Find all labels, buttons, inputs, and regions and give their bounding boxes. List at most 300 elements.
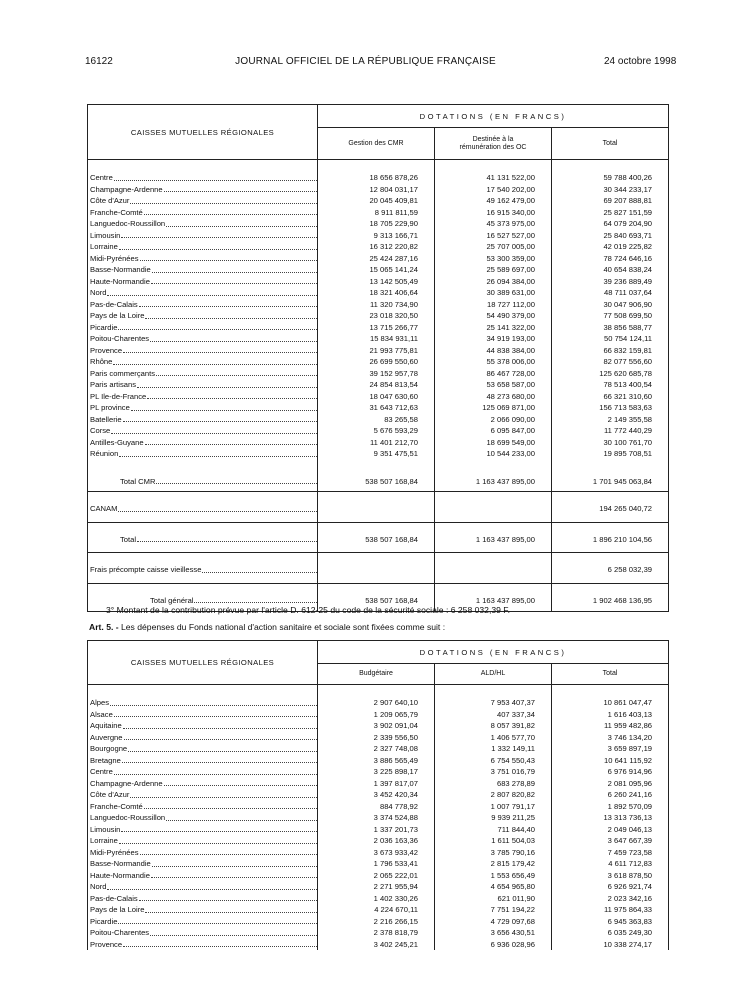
leader-dots: [145, 443, 317, 445]
row-label: Lorraine: [90, 836, 118, 845]
value-col-3: 48 711 037,64: [552, 287, 669, 299]
value-col-3: 19 895 708,51: [552, 448, 669, 460]
row-label: Provence: [90, 939, 123, 949]
leader-dots: [147, 397, 317, 399]
value-col-1: 12 804 031,17: [318, 184, 435, 196]
caisse-name: [88, 322, 318, 334]
value-col-2: 711 844,40: [435, 824, 552, 836]
caisse-name: [88, 847, 318, 859]
canam-row: [88, 496, 669, 522]
value-col-2: 18 727 112,00: [435, 299, 552, 311]
column-header-budgetaire: Budgétaire: [318, 664, 435, 685]
table-row: [88, 778, 669, 790]
caisse-name: [88, 287, 318, 299]
table-row: [88, 368, 669, 380]
value-col-1: 11 401 212,70: [318, 437, 435, 449]
caisse-name: [88, 333, 318, 345]
value-col-3: 2 149 355,58: [552, 414, 669, 426]
table-row: [88, 858, 669, 870]
caisse-name: [88, 778, 318, 790]
value-col-2: 49 162 479,00: [435, 195, 552, 207]
value-col-2: 6 936 028,96: [435, 939, 552, 951]
value-col-1: 39 152 957,78: [318, 368, 435, 380]
row-label: Corse: [90, 426, 111, 435]
row-label: Midi-Pyrénées: [90, 253, 139, 263]
caisse-name: [88, 299, 318, 311]
value-col-3: 42 019 225,82: [552, 241, 669, 253]
value-col-1: 884 778,92: [318, 801, 435, 813]
leader-dots: [137, 540, 317, 542]
table-row: [88, 801, 669, 813]
value-col-3: 6 260 241,16: [552, 789, 669, 801]
value-col-3: 25 840 693,71: [552, 230, 669, 242]
row-label: Champagne-Ardenne: [90, 778, 163, 788]
caisse-name: [88, 230, 318, 242]
row-label: Lorraine: [90, 242, 118, 251]
value-col-3: 125 620 685,78: [552, 368, 669, 380]
table-row: [88, 939, 669, 951]
caisse-name: [88, 789, 318, 801]
value-col-3: 59 788 400,26: [552, 172, 669, 184]
leader-dots: [118, 510, 317, 512]
caisse-name: [88, 310, 318, 322]
value-col-3: 156 713 583,63: [552, 402, 669, 414]
table-row: [88, 241, 669, 253]
value-col-3: 10 338 274,17: [552, 939, 669, 951]
value-col-3: 25 827 151,59: [552, 207, 669, 219]
table-row: [88, 414, 669, 426]
value-col-2: 1 332 149,11: [435, 743, 552, 755]
value-col-2: 1 163 437 895,00: [435, 590, 552, 612]
value-col-1: 538 507 168,84: [318, 527, 435, 553]
leader-dots: [114, 179, 317, 181]
row-label: Pas-de-Calais: [90, 893, 138, 903]
value-col-2: 25 141 322,00: [435, 322, 552, 334]
row-label: PL province: [90, 403, 130, 412]
value-col-2: [435, 496, 552, 522]
caisse-name: [88, 356, 318, 368]
value-col-2: 1 611 504,03: [435, 835, 552, 847]
value-col-3: 4 611 712,83: [552, 858, 669, 870]
table-row: [88, 287, 669, 299]
value-col-1: 1 209 065,79: [318, 709, 435, 721]
value-col-2: 9 939 211,25: [435, 812, 552, 824]
value-col-1: 9 351 475,51: [318, 448, 435, 460]
value-col-3: 1 892 570,09: [552, 801, 669, 813]
value-col-2: 86 467 728,00: [435, 368, 552, 380]
value-col-3: 13 313 736,13: [552, 812, 669, 824]
caisse-name: [88, 402, 318, 414]
caisse-name: [88, 368, 318, 380]
value-col-1: [318, 557, 435, 583]
value-col-2: 2 807 820,82: [435, 789, 552, 801]
leader-dots: [107, 294, 317, 296]
row-label: Limousin: [90, 824, 121, 834]
value-col-2: 8 057 391,82: [435, 720, 552, 732]
row-label: Centre: [90, 173, 113, 182]
value-col-2: 6 095 847,00: [435, 425, 552, 437]
spacer-row: [88, 460, 669, 472]
table-row: [88, 322, 669, 334]
leader-dots: [123, 420, 317, 422]
value-col-2: 25 589 697,00: [435, 264, 552, 276]
value-col-3: 10 861 047,47: [552, 697, 669, 709]
column-header-ald-hl: ALD/HL: [435, 664, 552, 685]
value-col-1: 11 320 734,90: [318, 299, 435, 311]
caisse-name: [88, 893, 318, 905]
value-col-3: 66 321 310,60: [552, 391, 669, 403]
value-col-1: 18 656 878,26: [318, 172, 435, 184]
value-col-3: 2 081 095,96: [552, 778, 669, 790]
row-label: Poitou-Charentes: [90, 928, 150, 937]
value-col-1: 4 224 670,11: [318, 904, 435, 916]
value-col-2: 18 699 549,00: [435, 437, 552, 449]
spacer-row: [88, 160, 669, 173]
value-col-3: 1 701 945 063,84: [552, 472, 669, 492]
value-col-3: 30 344 233,17: [552, 184, 669, 196]
table-row: [88, 207, 669, 219]
value-col-1: 16 312 220,82: [318, 241, 435, 253]
value-col-2: 54 490 379,00: [435, 310, 552, 322]
value-col-2: 3 785 790,16: [435, 847, 552, 859]
spacer-cell: [552, 685, 669, 698]
row-label: Midi-Pyrénées: [90, 847, 139, 857]
table-row: [88, 697, 669, 709]
total-row: [88, 527, 669, 553]
row-label: Provence: [90, 345, 123, 355]
row-label: Total: [120, 534, 137, 544]
value-col-3: 82 077 556,60: [552, 356, 669, 368]
row-label: Aquitaine: [90, 721, 122, 730]
row-label: Pays de la Loire: [90, 905, 145, 914]
value-col-1: 3 673 933,42: [318, 847, 435, 859]
value-col-3: 3 647 667,39: [552, 835, 669, 847]
row-label: Côte d'Azur: [90, 790, 130, 799]
leader-dots: [144, 807, 317, 809]
value-col-2: 125 069 871,00: [435, 402, 552, 414]
caisse-name: [88, 253, 318, 265]
row-label: Paris commerçants: [90, 368, 155, 378]
value-col-1: [318, 496, 435, 522]
row-label: Antilles-Guyane: [90, 437, 144, 447]
leader-dots: [166, 819, 317, 821]
value-col-3: 3 618 878,50: [552, 870, 669, 882]
leader-dots: [123, 727, 317, 729]
table-row: [88, 230, 669, 242]
value-col-1: 2 378 818,79: [318, 927, 435, 939]
table-row: [88, 356, 669, 368]
caisse-name: [88, 732, 318, 744]
value-col-1: 23 018 320,50: [318, 310, 435, 322]
row-label: Frais précompte caisse vieillesse: [90, 565, 202, 574]
caisse-name: [88, 437, 318, 449]
value-col-3: 11 975 864,33: [552, 904, 669, 916]
leader-dots: [130, 202, 317, 204]
value-col-2: 621 011,90: [435, 893, 552, 905]
caisse-name: [88, 425, 318, 437]
caisse-name: [88, 527, 318, 553]
value-col-1: 18 705 229,90: [318, 218, 435, 230]
caisse-name: [88, 904, 318, 916]
journal-title: JOURNAL OFFICIEL DE LA RÉPUBLIQUE FRANÇAISE: [235, 56, 496, 67]
value-col-2: 53 658 587,00: [435, 379, 552, 391]
value-col-1: 25 424 287,16: [318, 253, 435, 265]
row-label: Languedoc-Roussillon: [90, 813, 166, 822]
leader-dots: [121, 236, 317, 238]
leader-dots: [151, 282, 317, 284]
caisse-name: [88, 195, 318, 207]
value-col-1: 3 402 245,21: [318, 939, 435, 951]
label-column-header: CAISSES MUTUELLES RÉGIONALES: [88, 641, 318, 685]
table-row: [88, 812, 669, 824]
row-label: Pays de la Loire: [90, 311, 145, 320]
leader-dots: [202, 571, 317, 573]
spacer-row: [88, 685, 669, 698]
value-col-2: 1 553 656,49: [435, 870, 552, 882]
leader-dots: [113, 363, 317, 365]
value-col-2: 1 163 437 895,00: [435, 472, 552, 492]
value-col-3: 30 100 761,70: [552, 437, 669, 449]
row-label: Bourgogne: [90, 744, 128, 753]
value-col-2: 7 751 194,22: [435, 904, 552, 916]
spacer-cell: [552, 460, 669, 472]
leader-dots: [150, 934, 317, 936]
caisse-name: [88, 496, 318, 522]
value-col-1: 83 265,58: [318, 414, 435, 426]
value-col-1: 2 907 640,10: [318, 697, 435, 709]
value-col-3: 10 641 115,92: [552, 755, 669, 767]
value-col-1: 1 337 201,73: [318, 824, 435, 836]
value-col-1: 2 327 748,08: [318, 743, 435, 755]
value-col-1: 3 225 898,17: [318, 766, 435, 778]
table-row: [88, 881, 669, 893]
leader-dots: [128, 750, 317, 752]
value-col-1: 1 402 330,26: [318, 893, 435, 905]
row-label: Franche-Comté: [90, 801, 143, 811]
caisse-name: [88, 812, 318, 824]
leader-dots: [118, 922, 317, 924]
leader-dots: [122, 761, 317, 763]
table-row: [88, 218, 669, 230]
value-col-1: 26 699 550,60: [318, 356, 435, 368]
row-label: Nord: [90, 288, 107, 297]
leader-dots: [140, 259, 317, 261]
row-label: Côte d'Azur: [90, 196, 130, 205]
table-body: [88, 160, 669, 612]
row-label: Batellerie: [90, 414, 122, 424]
value-col-1: 13 142 505,49: [318, 276, 435, 288]
total-cmr-row: [88, 472, 669, 492]
caisse-name: [88, 414, 318, 426]
leader-dots: [145, 911, 317, 913]
caisse-name: [88, 824, 318, 836]
caisse-name: [88, 264, 318, 276]
value-col-2: 1 406 577,70: [435, 732, 552, 744]
leader-dots: [140, 853, 317, 855]
value-col-3: 40 654 838,24: [552, 264, 669, 276]
leader-dots: [144, 213, 317, 215]
spacer-cell: [88, 685, 318, 698]
value-col-1: 2 339 556,50: [318, 732, 435, 744]
value-col-3: 3 659 897,19: [552, 743, 669, 755]
value-col-1: 21 993 775,81: [318, 345, 435, 357]
value-col-1: 1 397 817,07: [318, 778, 435, 790]
row-label: Basse-Normandie: [90, 859, 151, 868]
leader-dots: [145, 317, 317, 319]
leader-dots: [119, 248, 317, 250]
value-col-1: 3 374 524,88: [318, 812, 435, 824]
value-col-1: 2 036 163,36: [318, 835, 435, 847]
column-header-gestion: Gestion des CMR: [318, 128, 435, 160]
row-label: Centre: [90, 767, 113, 776]
leader-dots: [111, 432, 317, 434]
value-col-3: 2 049 046,13: [552, 824, 669, 836]
page-number: 16122: [85, 56, 113, 67]
leader-dots: [164, 784, 317, 786]
value-col-3: 6 035 249,30: [552, 927, 669, 939]
table-row: [88, 732, 669, 744]
value-col-2: 1 163 437 895,00: [435, 527, 552, 553]
caisse-name: [88, 172, 318, 184]
table-row: [88, 172, 669, 184]
value-col-1: 2 065 222,01: [318, 870, 435, 882]
leader-dots: [151, 876, 317, 878]
leader-dots: [152, 271, 317, 273]
row-label: Paris artisans: [90, 380, 137, 389]
value-col-3: 194 265 040,72: [552, 496, 669, 522]
row-label: Nord: [90, 882, 107, 891]
row-label: Languedoc-Roussillon: [90, 219, 166, 228]
value-col-1: 3 452 420,34: [318, 789, 435, 801]
table-row: [88, 766, 669, 778]
caisse-name: [88, 276, 318, 288]
leader-dots: [114, 715, 317, 717]
caisse-name: [88, 241, 318, 253]
row-label: Pas-de-Calais: [90, 299, 138, 309]
value-col-2: [435, 557, 552, 583]
value-col-3: 30 047 906,90: [552, 299, 669, 311]
value-col-1: 9 313 166,71: [318, 230, 435, 242]
frais-row: [88, 557, 669, 583]
value-col-1: 1 796 533,41: [318, 858, 435, 870]
value-col-3: 78 724 646,16: [552, 253, 669, 265]
table-row: [88, 379, 669, 391]
value-col-3: 2 023 342,16: [552, 893, 669, 905]
caisse-name: [88, 870, 318, 882]
table-row: [88, 904, 669, 916]
value-col-2: 2 815 179,42: [435, 858, 552, 870]
row-label: Alsace: [90, 709, 113, 719]
value-col-2: 34 919 193,00: [435, 333, 552, 345]
row-label: Auvergne: [90, 732, 123, 742]
table-row: [88, 195, 669, 207]
value-col-3: 1 902 468 136,95: [552, 590, 669, 612]
caisse-name: [88, 379, 318, 391]
row-label: Champagne-Ardenne: [90, 184, 163, 194]
caisse-name: [88, 720, 318, 732]
value-col-2: 4 729 097,68: [435, 916, 552, 928]
table-row: [88, 333, 669, 345]
value-col-3: 11 959 482,86: [552, 720, 669, 732]
column-header-total: Total: [552, 664, 669, 685]
group-header: DOTATIONS (EN FRANCS): [318, 641, 669, 664]
table-row: [88, 789, 669, 801]
value-col-1: 538 507 168,84: [318, 590, 435, 612]
row-label: Haute-Normandie: [90, 276, 150, 286]
table-row: [88, 835, 669, 847]
value-col-2: 25 707 005,00: [435, 241, 552, 253]
table-row: [88, 299, 669, 311]
row-label: Picardie: [90, 916, 118, 926]
value-col-2: 3 751 016,79: [435, 766, 552, 778]
fnass-dotations-table: [87, 640, 669, 950]
table-row: [88, 743, 669, 755]
leader-dots: [139, 899, 317, 901]
caisse-name: [88, 858, 318, 870]
row-label: Total CMR: [120, 476, 156, 486]
value-col-1: 2 271 955,94: [318, 881, 435, 893]
row-label: Haute-Normandie: [90, 870, 150, 880]
column-header-remuneration: Destinée à la rémunération des OC: [435, 128, 552, 160]
caisse-name: [88, 472, 318, 492]
row-label: Réunion: [90, 449, 119, 458]
table-row: [88, 276, 669, 288]
value-col-1: 13 715 266,77: [318, 322, 435, 334]
spacer-cell: [88, 460, 318, 472]
caisse-name: [88, 916, 318, 928]
value-col-1: 8 911 811,59: [318, 207, 435, 219]
spacer-cell: [435, 160, 552, 173]
caisse-name: [88, 801, 318, 813]
value-col-2: 407 337,34: [435, 709, 552, 721]
table-row: [88, 927, 669, 939]
leader-dots: [137, 386, 317, 388]
caisse-name: [88, 207, 318, 219]
caisse-name: [88, 835, 318, 847]
caisse-name: [88, 345, 318, 357]
caisse-name: [88, 448, 318, 460]
value-col-3: 7 459 723,58: [552, 847, 669, 859]
table-row: [88, 310, 669, 322]
value-col-1: 24 854 813,54: [318, 379, 435, 391]
value-col-2: 26 094 384,00: [435, 276, 552, 288]
value-col-2: 6 754 550,43: [435, 755, 552, 767]
caisse-name: [88, 939, 318, 951]
value-col-3: 66 832 159,81: [552, 345, 669, 357]
value-col-2: 48 273 680,00: [435, 391, 552, 403]
spacer-cell: [435, 460, 552, 472]
caisse-name: [88, 881, 318, 893]
table-body: [88, 685, 669, 951]
row-label: Picardie: [90, 322, 118, 332]
value-col-1: 20 045 409,81: [318, 195, 435, 207]
table-row: [88, 916, 669, 928]
spacer-cell: [435, 685, 552, 698]
leader-dots: [139, 305, 317, 307]
table-row: [88, 345, 669, 357]
value-col-3: 6 976 914,96: [552, 766, 669, 778]
caisse-name: [88, 184, 318, 196]
row-label: Alpes: [90, 698, 109, 707]
article-5-label: Art. 5. -: [89, 622, 119, 632]
value-col-3: 78 513 400,54: [552, 379, 669, 391]
row-label: Rhône: [90, 357, 113, 366]
leader-dots: [110, 704, 317, 706]
value-col-2: 55 378 006,00: [435, 356, 552, 368]
row-label: Poitou-Charentes: [90, 334, 150, 343]
leader-dots: [152, 865, 317, 867]
value-col-2: 683 278,89: [435, 778, 552, 790]
